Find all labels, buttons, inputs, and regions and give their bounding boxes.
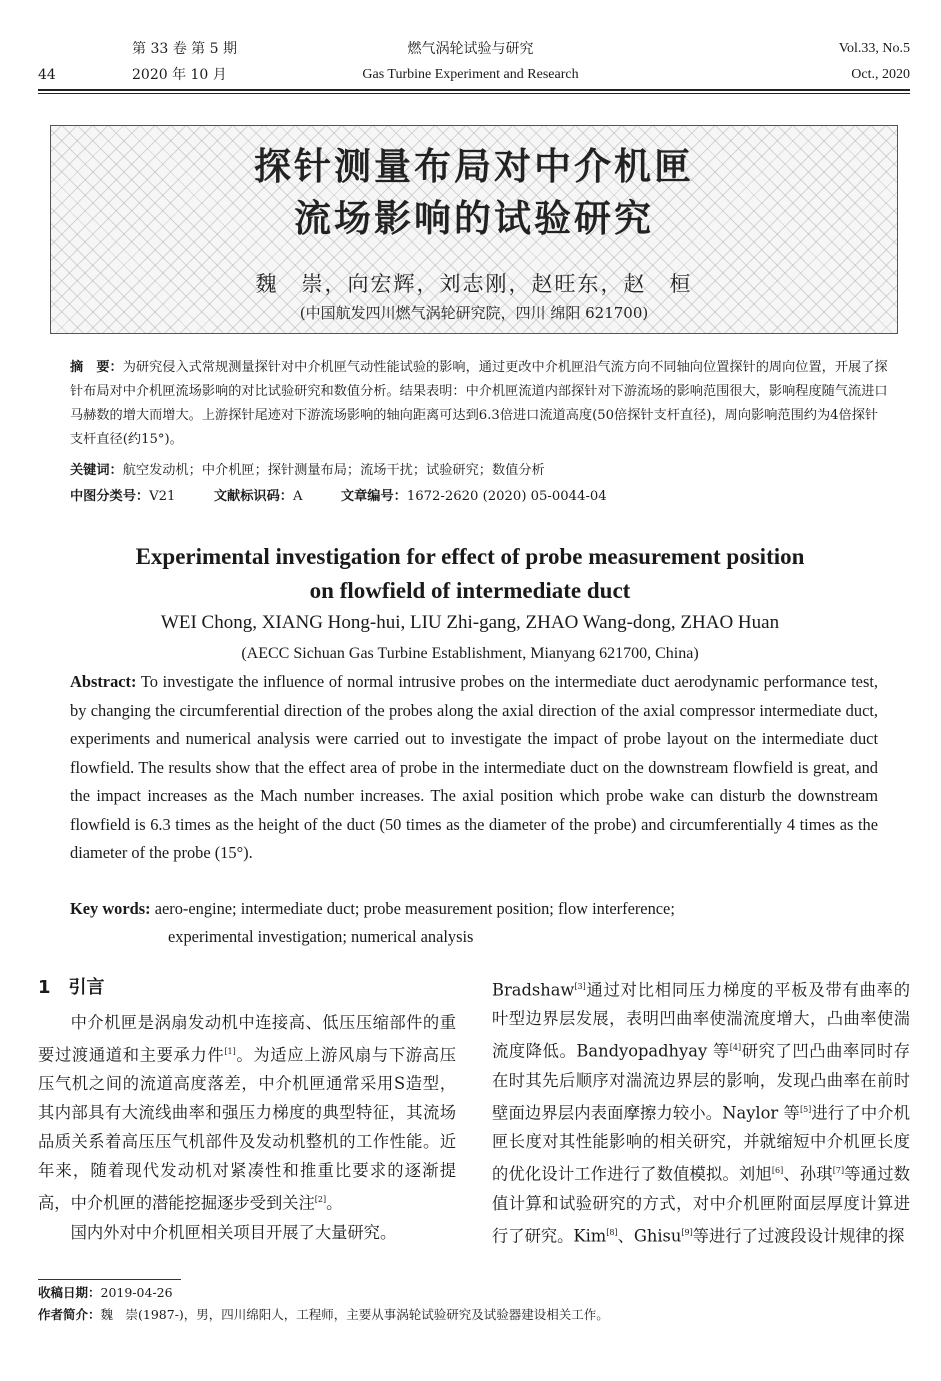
en-keywords-cont: experimental investigation; numerical analysis: [168, 927, 474, 946]
doc-code-value: A: [292, 489, 303, 504]
article-no-label: 文章编号：: [340, 489, 407, 504]
cn-authors: 魏 崇，向宏辉，刘志刚，赵旺东，赵 桓: [255, 272, 693, 296]
section-heading: 1 引言: [38, 977, 105, 998]
doc-code-label: 文献标识码：: [213, 489, 293, 504]
paragraph-text: 。: [326, 1193, 343, 1213]
paragraph: [492, 972, 910, 1250]
author-bio-text: 魏 崇(1987-)，男，四川绵阳人，工程师，主要从事涡轮试验研究及试验器建设相关工作。: [100, 1307, 609, 1322]
paragraph-text: 、Ghisu: [617, 1226, 682, 1246]
en-abstract-label: Abstract:: [70, 672, 137, 691]
en-authors: WEI Chong, XIANG Hong-hui, LIU Zhi-gang, ZHAO Wang-dong, ZHAO Huan: [160, 612, 780, 633]
citation: [2]: [314, 1195, 327, 1205]
header-rule-thin: [38, 93, 910, 94]
citation: [3]: [574, 982, 586, 991]
cn-abstract-label: 摘 要：: [70, 360, 123, 375]
header-rule-thick: [38, 89, 910, 91]
cn-affiliation: (中国航发四川燃气涡轮研究院，四川 绵阳 621700): [299, 304, 649, 322]
cn-title-line1: 探针测量布局对中介机匣: [254, 145, 694, 188]
citation: [1]: [224, 1047, 236, 1056]
en-keywords: [70, 895, 878, 923]
received-label: 收稿日期：: [38, 1285, 101, 1300]
paragraph: 国内外对中介机匣相关项目开展了大量研究。: [70, 1222, 397, 1242]
citation: [4]: [729, 1043, 742, 1053]
title-box: [50, 125, 898, 334]
volume-issue: 第 33 卷 第 5 期: [132, 41, 237, 57]
journal-name-en: Gas Turbine Experiment and Research: [362, 67, 579, 82]
paragraph-text: 等进行了过渡段设计规律的探: [692, 1226, 905, 1246]
page-number: 44: [38, 67, 56, 83]
footnote-rule: [38, 1279, 181, 1280]
author-bio-label: 作者简介：: [38, 1307, 101, 1322]
right-column: [492, 972, 910, 1250]
paragraph-text: Bradshaw: [492, 980, 575, 1000]
citation: [5]: [799, 1104, 812, 1114]
citation: [7]: [832, 1166, 845, 1176]
cn-abstract: [70, 356, 890, 452]
citation: [8]: [606, 1227, 618, 1237]
cn-keywords-label: 关键词：: [70, 463, 123, 478]
paragraph-text: 、孙琪: [783, 1164, 833, 1184]
cn-keywords-text: 航空发动机；中介机匣；探针测量布局；流场干扰；试验研究；数值分析: [122, 463, 545, 478]
paragraph-text: 。为适应上游风扇与下游高压压气机之间的流道高度落差，中介机匣通常采用S造型，其内部具有大流线曲率和强压力梯度的典型特征，其流场品质关系着高压压气机部件及发动机整机的工作性能。近年来，随着现代发动机对紧凑性和推重比要求的逐渐提高，中介机匣的潜能挖掘逐步受到关注: [38, 1045, 456, 1213]
journal-name-cn: 燃气涡轮试验与研究: [407, 41, 534, 57]
author-bio: [38, 1307, 609, 1323]
cn-keywords: [70, 459, 890, 483]
issue-date-cn: 2020 年 10 月: [132, 67, 227, 83]
cn-abstract-text: 为研究侵入式常规测量探针对中介机匣气动性能试验的影响，通过更改中介机匣沿气流方向不同轴向位置探针的周向位置，开展了探针布局对中介机匣流场影响的对比试验研究和数值分析。结果表明：中介机匣流道内部探针对下游流场的影响范围很大，影响程度随气流进口马赫数的增大而增大。上游探针尾迹对下游流场影响的轴向距离可达到6.3倍进口流道高度(50倍探针支杆直径)，周向影响范围约为4倍探针支杆直径(约15°)。: [70, 360, 888, 447]
paragraph: [38, 1008, 456, 1218]
en-abstract-text: To investigate the influence of normal intrusive probes on the intermediate duct aerodynamic performance test, by changing the circumferential direction of the probes along the axial direction of the axial compressor intermediate duct, experiments and numerical analysis were carried out to investigate the impact of probe layout on the intermediate duct flowfield. The results show that the effect area of probe in the intermediate duct on the downstream flowfield is great, and the impact increases as the Mach number increases. The axial position which probe wake can disturb the downstream flowfield is 6.3 times as the height of the duct (50 times as the diameter of the probe) and circumferentially 4 times as the diameter of the probe (15°).: [70, 672, 878, 862]
paragraph-text: 进行了中介机匣长度对其性能影响的相关研究，并就缩短中介机匣长度的优化设计工作进行了数值模拟。刘旭: [492, 1103, 910, 1184]
article-no-value: 1672-2620 (2020) 05-0044-04: [406, 489, 607, 504]
clc-label: 中图分类号：: [70, 489, 150, 504]
paragraph-text: 中介机匣是涡扇发动机中连接高、低压压缩部件的重要过渡通道和主要承力件: [38, 1013, 456, 1065]
en-title-line2: on flowfield of intermediate duct: [309, 578, 631, 603]
citation: [9]: [681, 1227, 693, 1237]
issue-date-en: Oct., 2020: [851, 67, 910, 82]
volume-en: Vol.33, No.5: [838, 41, 910, 56]
en-keywords-label: Key words:: [70, 899, 151, 918]
paragraph-text: 等通过数值计算和试验研究的方式，对中介机匣附面层厚度计算进行了研究。Kim: [492, 1164, 910, 1246]
paragraph-text: 研究了凹凸曲率同时存在时其先后顺序对湍流边界层的影响，发现凸曲率在前时壁面边界层内表面摩擦力较小。Naylor 等: [492, 1041, 910, 1123]
received-value: 2019-04-26: [100, 1285, 173, 1300]
en-keywords-line1: aero-engine; intermediate duct; probe measurement position; flow interference;: [154, 899, 675, 918]
received-date: [38, 1285, 173, 1301]
en-title-line1: Experimental investigation for effect of probe measurement position: [135, 544, 805, 569]
paragraph-text: 通过对比相同压力梯度的平板及带有曲率的叶型边界层发展，表明凹曲率使湍流度增大，凸曲率使湍流度降低。Bandyopadhyay 等: [492, 980, 910, 1061]
en-abstract: [70, 668, 878, 868]
cn-classification: [70, 485, 890, 509]
citation: [6]: [771, 1166, 784, 1176]
left-column: [38, 1008, 456, 1247]
en-affiliation: (AECC Sichuan Gas Turbine Establishment, Mianyang 621700, China): [241, 645, 699, 662]
cn-title-line2: 流场影响的试验研究: [294, 197, 654, 240]
clc-value: V21: [149, 489, 176, 504]
